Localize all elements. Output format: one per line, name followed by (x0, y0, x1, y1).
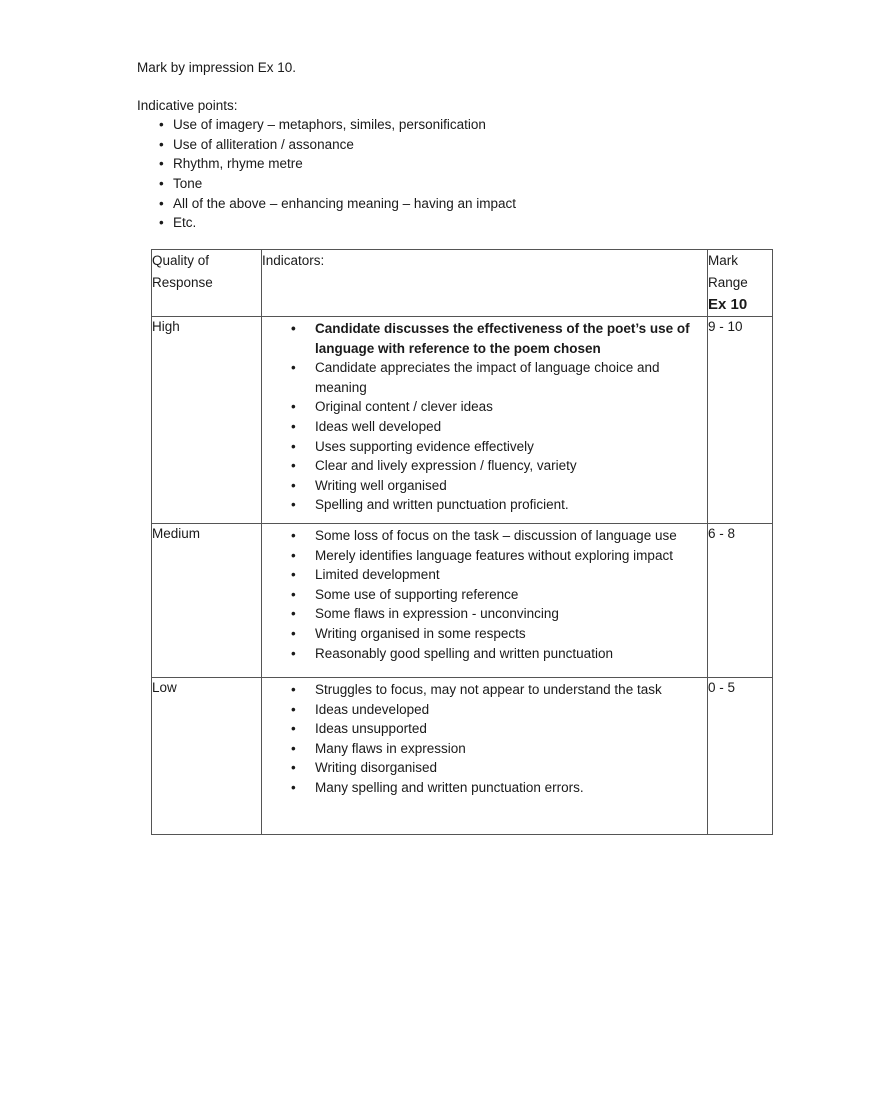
list-item: • Candidate discusses the effectiveness of the poet’s use of language with reference to the poem chosen (262, 319, 701, 358)
quality-cell: Medium (152, 523, 262, 677)
spacer (137, 78, 516, 96)
indicators-cell (262, 677, 708, 834)
list-item: • Spelling and written punctuation proficient. (262, 495, 701, 515)
list-item: • Ideas undeveloped (262, 700, 701, 720)
indicators-list (262, 678, 707, 806)
marking-rubric-table (151, 249, 773, 835)
list-item: • Use of alliteration / assonance (159, 135, 516, 155)
indicative-heading: Indicative points: (137, 97, 238, 113)
mark-range-header (708, 250, 773, 317)
list-item: • Ideas unsupported (262, 719, 701, 739)
indicative-points-list (137, 115, 516, 233)
list-item: • Writing well organised (262, 476, 701, 496)
table-row (152, 523, 773, 677)
mark-range-cell: 0 - 5 (708, 677, 773, 834)
list-item: • Original content / clever ideas (262, 397, 701, 417)
list-item: • Reasonably good spelling and written punctuation (262, 644, 701, 664)
table-row (152, 317, 773, 524)
list-item: • Ideas well developed (262, 417, 701, 437)
list-item: • Etc. (159, 213, 516, 233)
list-item: • Some flaws in expression - unconvincing (262, 604, 701, 624)
table-header-row (152, 250, 773, 317)
list-item: • Use of imagery – metaphors, similes, personification (159, 115, 516, 135)
mark-note: Mark by impression Ex 10. (137, 60, 297, 75)
list-item: • Some use of supporting reference (262, 585, 701, 605)
quality-header-line2: Response (152, 275, 213, 290)
list-item: • Tone (159, 174, 516, 194)
mark-header-line2: Range (708, 275, 748, 290)
list-item: • Rhythm, rhyme metre (159, 154, 516, 174)
indicators-list (262, 524, 707, 671)
list-item: • Clear and lively expression / fluency, variety (262, 456, 701, 476)
list-item: • Writing organised in some respects (262, 624, 701, 644)
mark-range-cell: 6 - 8 (708, 523, 773, 677)
list-item: • Uses supporting evidence effectively (262, 437, 701, 457)
indicators-list (262, 317, 707, 523)
mark-header-line3: Ex 10 (708, 296, 748, 313)
mark-header-line1: Mark (708, 253, 738, 268)
list-item: • Some loss of focus on the task – discussion of language use (262, 526, 701, 546)
list-item: • Many spelling and written punctuation errors. (262, 778, 701, 798)
list-item: • Struggles to focus, may not appear to understand the task (262, 680, 701, 700)
list-item: • Candidate appreciates the impact of language choice and meaning (262, 358, 701, 397)
quality-header (152, 250, 262, 317)
list-item: • Many flaws in expression (262, 739, 701, 759)
indicators-header: Indicators: (262, 250, 708, 317)
indicators-cell (262, 523, 708, 677)
list-item: • Writing disorganised (262, 758, 701, 778)
indicators-cell (262, 317, 708, 524)
list-item: • Merely identifies language features without exploring impact (262, 546, 701, 566)
mark-range-cell: 9 - 10 (708, 317, 773, 524)
table-row (152, 677, 773, 834)
quality-cell: Low (152, 677, 262, 834)
list-item: • Limited development (262, 565, 701, 585)
quality-cell: High (152, 317, 262, 524)
intro-section (137, 58, 516, 233)
list-item: • All of the above – enhancing meaning – having an impact (159, 194, 516, 214)
quality-header-line1: Quality of (152, 253, 210, 268)
